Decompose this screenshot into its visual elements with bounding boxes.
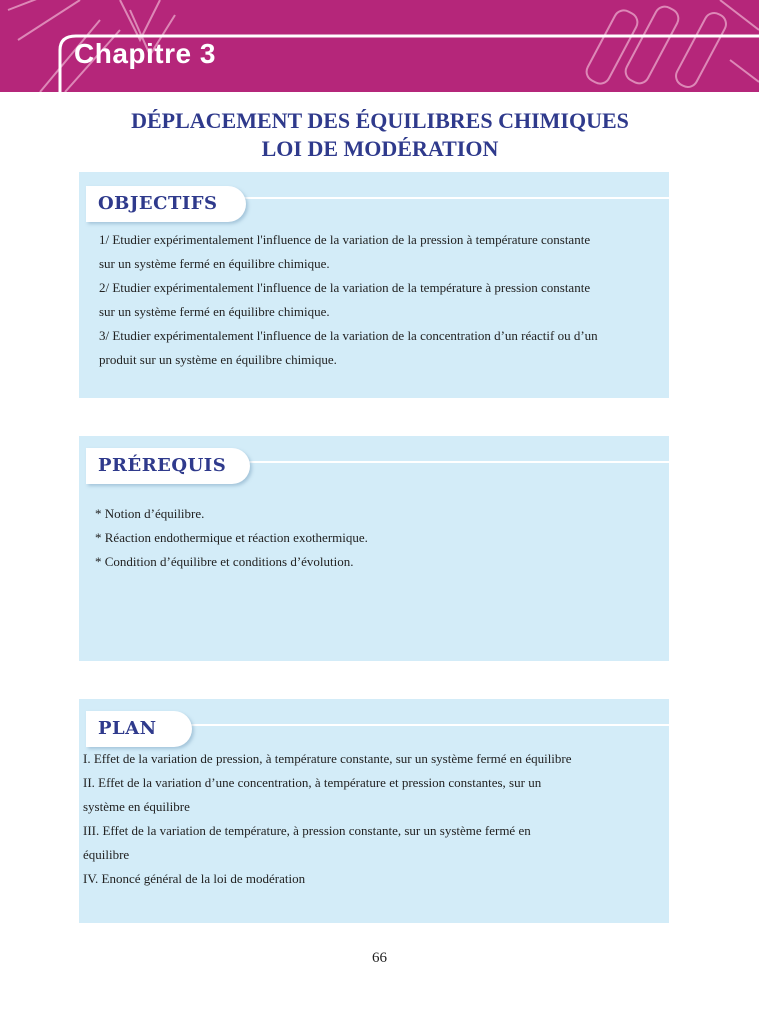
objectifs-line: produit sur un système en équilibre chimique. bbox=[99, 352, 337, 367]
plan-heading: PLAN bbox=[98, 718, 157, 739]
objectifs-line: sur un système fermé en équilibre chimique. bbox=[99, 256, 330, 271]
prerequis-line: * Condition d’équilibre et conditions d’évolution. bbox=[95, 554, 354, 569]
prerequis-line: * Réaction endothermique et réaction exothermique. bbox=[95, 530, 368, 545]
objectifs-heading: OBJECTIFS bbox=[98, 193, 218, 214]
page-title-line-1: DÉPLACEMENT DES ÉQUILIBRES CHIMIQUES bbox=[131, 108, 629, 133]
objectifs-divider bbox=[229, 197, 669, 199]
prerequis-heading: PRÉREQUIS bbox=[98, 455, 227, 476]
prerequis-box bbox=[79, 436, 669, 661]
page-title-line-2: LOI DE MODÉRATION bbox=[261, 136, 499, 161]
plan-line: III. Effet de la variation de température, à pression constante, sur un système fermé en bbox=[83, 823, 531, 838]
plan-line: IV. Enoncé général de la loi de modération bbox=[83, 871, 306, 886]
plan-line: système en équilibre bbox=[83, 799, 190, 814]
prerequis-line: * Notion d’équilibre. bbox=[95, 506, 205, 521]
plan-line: équilibre bbox=[83, 847, 130, 862]
page-number: 66 bbox=[372, 950, 387, 966]
objectifs-box bbox=[79, 172, 669, 398]
objectifs-line: 3/ Etudier expérimentalement l'influence de la variation de la concentration d’un réactif ou d’un bbox=[99, 328, 598, 343]
plan-line: II. Effet de la variation d’une concentration, à température et pression constantes, sur un bbox=[83, 775, 542, 790]
plan-box bbox=[79, 699, 669, 923]
objectifs-tab bbox=[86, 186, 246, 222]
plan-divider bbox=[179, 724, 669, 726]
plan-text bbox=[83, 747, 648, 891]
plan-line: I. Effet de la variation de pression, à température constante, sur un système fermé en équilibre bbox=[83, 751, 572, 766]
plan-tab bbox=[86, 711, 192, 747]
objectifs-line: sur un système fermé en équilibre chimique. bbox=[99, 304, 330, 319]
prerequis-divider bbox=[229, 461, 669, 463]
chapter-banner bbox=[0, 0, 759, 92]
prerequis-tab bbox=[86, 448, 250, 484]
prerequis-text bbox=[95, 502, 660, 574]
objectifs-line: 2/ Etudier expérimentalement l'influence de la variation de la température à pression constante bbox=[99, 280, 591, 295]
objectifs-line: 1/ Etudier expérimentalement l'influence de la variation de la pression à température constante bbox=[99, 232, 591, 247]
chapter-title: Chapitre 3 bbox=[74, 38, 216, 69]
objectifs-text bbox=[99, 228, 664, 372]
